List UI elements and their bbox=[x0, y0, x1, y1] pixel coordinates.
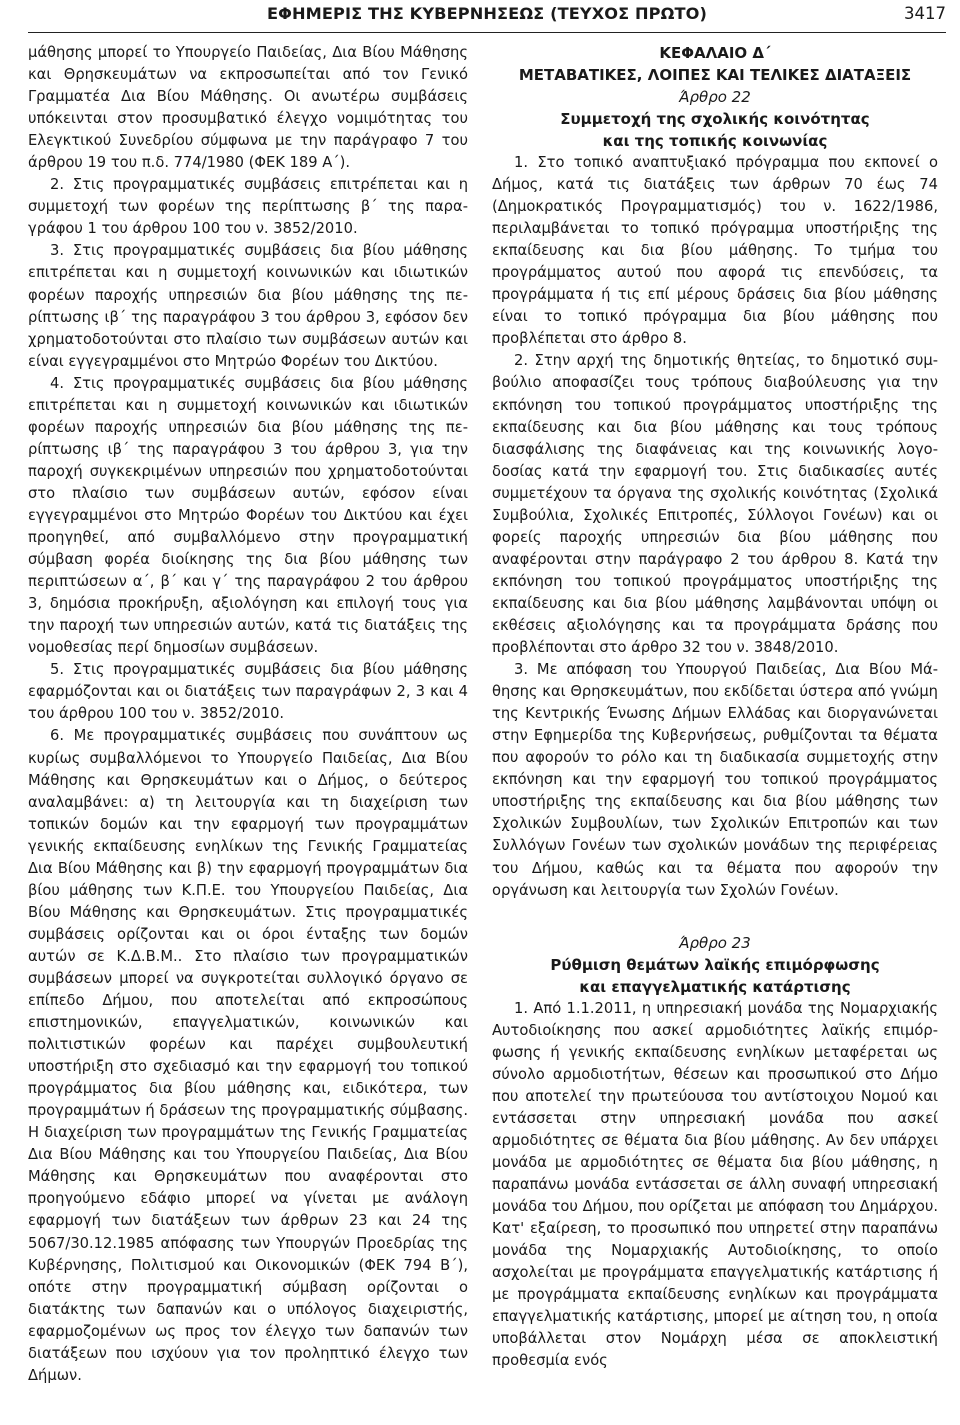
page-header bbox=[28, 0, 946, 33]
article-22-label: Άρθρο 22 bbox=[679, 88, 751, 106]
article-22-paragraph-3: 3. Με απόφαση του Υπουργού Παιδείας, Δια Βίου Μάθησης και Θρησκευμάτων, που εκδίδεται ύστερα από γνώμη της Κεντρικής Ένωσης Δήμων Ελλάδας και διοργανώνεται στην Εφημερίδα της Κυβερνήσεως, ρυθμίζονται τα θέματα που αφορούν το ρόλο και τη διαδικασία συμμετοχής στην εκπόνηση και την εφαρμογή του τοπικού προγράμματος υποστήριξης της εκπαίδευσης και δια βίου μάθησης των Σχολικών Συμβουλίων, των Σχολικών Επιτροπών και των Συλλόγων Γονέων των σχολικών μονάδων της περιφέρειας του Δήμου, καθώς και τα θέματα που αφορούν την οργάνωση και λειτουργία των Σχολών Γονέων. bbox=[492, 661, 938, 899]
gazette-title: ΕΦΗΜΕΡΙΣ ΤΗΣ ΚΥΒΕΡΝΗΣΕΩΣ (ΤΕΥΧΟΣ ΠΡΩΤΟ) bbox=[266, 4, 707, 23]
right-column bbox=[492, 42, 938, 1372]
left-column bbox=[28, 42, 468, 1387]
paragraph-4: 4. Στις προγραμματικές συμβάσεις δια βίου μάθησης επιτρέπεται και η συμμετοχή κοινωνικών και ιδιωτικών φορέων παροχής υπηρεσιών δια βίου μάθησης της περίπτωσης ιβ΄ της παραγράφου 3 του άρθρου 3, για την παροχή συγκεκριμένων υπηρεσιών που χρηματοδοτούνται στο πλαίσιο των συμβάσεων αυτών, εφόσον είναι εγγεγραμμένοι στο Μητρώο Φορέων του Δικτύου και έχει προηγηθεί, από συμβαλλόμενο στην προγραμματική σύμβαση φορέα διοίκησης της δια βίου μάθησης των περιπτώσεων α΄, β΄ και γ΄ της παραγράφου 2 του άρθρου 3, δημόσια προκήρυξη, αξιολόγηση και επιλογή τους για την παροχή των υπηρεσιών αυτών, κατά τις διατάξεις της νομοθεσίας περί δημοσίων συμβάσεων. bbox=[28, 374, 468, 657]
chapter-title: ΜΕΤΑΒΑΤΙΚΕΣ, ΛΟΙΠΕΣ ΚΑΙ ΤΕΛΙΚΕΣ ΔΙΑΤΑΞΕΙΣ bbox=[518, 66, 912, 84]
paragraph-2: 2. Στις προγραμματικές συμβάσεις επιτρέπεται και η συμμετοχή των φορέων της περίπτωσης β΄ της παραγράφου 1 του άρθρου 100 του ν. 3852/2010. bbox=[28, 176, 468, 238]
paragraph-3: 3. Στις προγραμματικές συμβάσεις δια βίου μάθησης επιτρέπεται και η συμμετοχή κοινωνικών και ιδιωτικών φορέων παροχής υπηρεσιών δια βίου μάθησης της περίπτωσης ιβ΄ της παραγράφου 3 του άρθρου 3, εφόσον δεν χρηματοδοτούνται στο πλαίσιο των συμβάσεων αυτών και είναι εγγεγραμμένοι στο Μητρώο Φορέων του Δικτύου. bbox=[28, 242, 468, 370]
article-22-paragraph-1: 1. Στο τοπικό αναπτυξιακό πρόγραμμα που εκπονεί ο Δήμος, κατά τις διατάξεις των άρθρων 70 έως 74 (Δημοκρατικός Προγραμματισμός) του ν. 1622/1986, περιλαμβάνεται το τοπικό πρόγραμμα υποστήριξης της εκπαίδευσης και δια βίου μάθησης. Το τμήμα του προγράμματος αυτού που αφορά τις επενδύσεις, τα προγράμματα ή τις επί μέρους δράσεις δια βίου μάθησης είναι το τοπικό πρόγραμμα δια βίου μάθησης που προβλέπεται στο άρθρο 8. bbox=[492, 154, 938, 348]
chapter-label: ΚΕΦΑΛΑΙΟ Δ΄ bbox=[659, 44, 771, 62]
article-23-label: Άρθρο 23 bbox=[679, 933, 751, 952]
article-22-title-line2: και της τοπικής κοινωνίας bbox=[602, 132, 828, 150]
article-23-title-line2: και επαγγελματικής κατάρτισης bbox=[579, 977, 851, 996]
page-number: 3417 bbox=[904, 4, 946, 23]
article-22-title-line1: Συμμετοχή της σχολικής κοινότητας bbox=[560, 110, 870, 128]
article-23-paragraph-1: 1. Από 1.1.2011, η υπηρεσιακή μονάδα της Νομαρχιακής Αυτοδιοίκησης που ασκεί αρμοδιότητες λαϊκής επιμόρφωσης ή γενικής εκπαίδευσης ενηλίκων μεταφέρεται ως σύνολο αρμοδιοτήτων, θέσεων και προσωπικού στο Δήμο που αποτελεί την πρωτεύουσα του αντίστοιχου Νομού και εντάσσεται στην υπηρεσιακή μονάδα που ασκεί αρμοδιότητες σε θέματα δια βίου μάθησης. Αν δεν υπάρχει μονάδα με αρμοδιότητες σε θέματα δια βίου μάθησης, η παραπάνω μονάδα εντάσσεται σε άλλη συναφή υπηρεσιακή μονάδα του Δήμου, που ορίζεται με απόφαση του Δημάρχου. Κατ' εξαίρεση, το προσωπικό που υπηρετεί στην παραπάνω μονάδα της Νομαρχιακής Αυτοδιοίκησης, το οποίο ασχολείται με προγράμματα επαγγελματικής κατάρτισης ή με προγράμματα εκπαίδευσης ενηλίκων και προγράμματα επαγγελματικής κατάρτισης, μπορεί με αίτηση του, η οποία υποβάλλεται στον Νομάρχη μέσα σε αποκλειστική προθεσμία ενός bbox=[492, 999, 938, 1370]
paragraph-continued: μάθησης μπορεί το Υπουργείο Παιδείας, Δια Βίου Μάθησης και Θρησκευμάτων να εκπροσωπείται από τον Γενικό Γραμματέα Δια Βίου Μάθησης. Οι ανωτέρω συμβάσεις υπόκεινται στον προσυμβατικό έλεγχο νομιμότητας του Ελεγκτικού Συνεδρίου σύμφωνα με την παράγραφο 7 του άρθρου 19 του π.δ. 774/1980 (ΦΕΚ 189 Α΄). bbox=[28, 44, 468, 172]
article-23-title-line1: Ρύθμιση θεμάτων λαϊκής επιμόρφωσης bbox=[550, 955, 880, 974]
paragraph-6: 6. Με προγραμματικές συμβάσεις που συνάπτουν ως κυρίως συμβαλλόμενοι το Υπουργείο Παιδείας, Δια Βίου Μάθησης και Θρησκευμάτων και ο Δήμος, ο δεύτερος αναλαμβάνει: α) τη λειτουργία και τη διαχείριση των τοπικών δομών και την εφαρμογή των προγραμμάτων γενικής εκπαίδευσης ενηλίκων της Γενικής Γραμματείας Δια Βίου Μάθησης και β) την εφαρμογή προγραμμάτων δια βίου μάθησης των Κ.Π.Ε. του Υπουργείου Παιδείας, Δια Βίου Μάθησης και Θρησκευμάτων. Στις προγραμματικές συμβάσεις ορίζονται και οι όροι ένταξης των δομών αυτών σε Κ.Δ.Β.Μ.. Στο πλαίσιο των προγραμματικών συμβάσεων μπορεί να συγκροτείται συλλογικό όργανο σε επίπεδο Δήμου, που αποτελείται από εκπροσώπους επιστημονικών, επαγγελματικών, κοινωνικών και πολιτιστικών φορέων και παρέχει συμβουλευτική υποστήριξη στο σχεδιασμό και την εφαρμογή του τοπικού προγράμματος δια βίου μάθησης και, ειδικότερα, των προγραμμάτων ή δράσεων της προγραμματικής σύμβασης. Η διαχείριση των προγραμμάτων της Γενικής Γραμματείας Δια Βίου Μάθησης και του Υπουργείου Παιδείας, Δια Βίου Μάθησης και Θρησκευμάτων που αναφέρονται στο προηγούμενο εδάφιο μπορεί να γίνεται με ανάλογη εφαρμογή των διατάξεων των άρθρων 23 και 24 της 5067/30.12.1985 απόφασης των Υπουργών Προεδρίας της Κυβέρνησης, Πολιτισμού και Οικονομικών (ΦΕΚ 794 Β΄), οπότε στην προγραμματική σύμβαση ορίζονται ο διατάκτης των δαπανών και ο υπόλογος διαχειριστής, εφαρμοζομένων ως προς τον έλεγχο των δαπανών των διατάξεων που ισχύουν για τον προληπτικό έλεγχο των Δήμων. bbox=[28, 727, 468, 1384]
paragraph-5: 5. Στις προγραμματικές συμβάσεις δια βίου μάθησης εφαρμόζονται και οι διατάξεις των παραγράφων 2, 3 και 4 του άρθρου 100 του ν. 3852/2010. bbox=[28, 661, 468, 723]
article-22-paragraph-2: 2. Στην αρχή της δημοτικής θητείας, το δημοτικό συμβούλιο αποφασίζει τους τρόπους διαβούλευσης για την εκπόνηση του τοπικού προγράμματος υποστήριξης της εκπαίδευσης και δια βίου μάθησης και τους τρόπους διασφάλισης της διαφάνειας και της κοινωνικής λογοδοσίας κατά την εφαρμογή του. Στις διαδικασίες αυτές συμμετέχουν τα όργανα της σχολικής κοινότητας (Σχολικά Συμβούλια, Σχολικές Επιτροπές, Σύλλογοι Γονέων) και οι φορείς παροχής υπηρεσιών δια βίου μάθησης που αναφέρονται στην παράγραφο 2 του άρθρου 8. Κατά την εκπόνηση του τοπικού προγράμματος υποστήριξης της εκπαίδευσης και δια βίου μάθησης λαμβάνονται υπόψη οι εκθέσεις αξιολόγησης και τα προγράμματα δράσης που προβλέπονται στο άρθρο 32 του ν. 3848/2010. bbox=[492, 352, 938, 657]
